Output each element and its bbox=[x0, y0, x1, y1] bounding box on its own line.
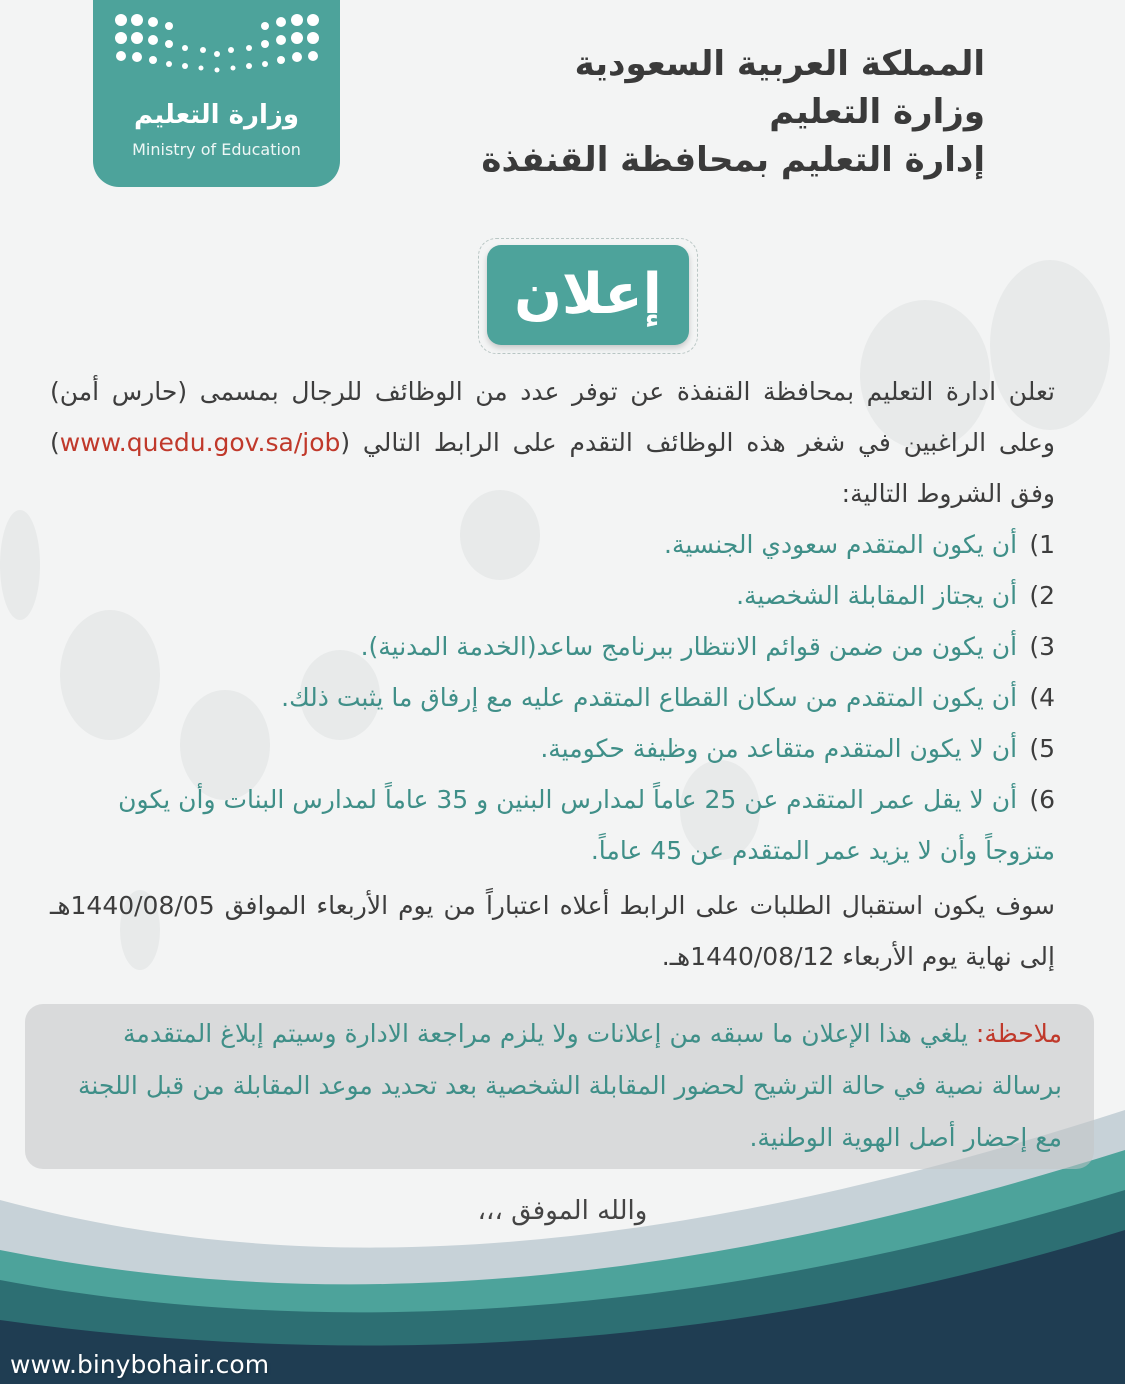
header-department: إدارة التعليم بمحافظة القنفذة bbox=[481, 140, 985, 180]
intro-text-before: تعلن ادارة التعليم بمحافظة القنفذة عن توفر عدد من الوظائف للرجال بمسمى (حارس أمن) وعلى الراغبين في شغر هذه الوظائف التقدم على الرابط التالي ( bbox=[50, 377, 1055, 457]
list-item bbox=[50, 519, 1055, 570]
conditions-list bbox=[50, 519, 1055, 876]
note-box bbox=[25, 1004, 1094, 1169]
item-text: أن يجتاز المقابلة الشخصية. bbox=[736, 581, 1018, 610]
intro-paragraph bbox=[50, 366, 1055, 519]
job-link[interactable]: www.quedu.gov.sa/job bbox=[59, 428, 341, 457]
header bbox=[425, 40, 985, 184]
list-item bbox=[50, 774, 1055, 876]
list-item bbox=[50, 723, 1055, 774]
item-text: أن يكون من ضمن قوائم الانتظار ببرنامج ساعد(الخدمة المدنية). bbox=[360, 632, 1018, 661]
item-number: 5) bbox=[1029, 734, 1055, 763]
intro-text-after: ) وفق الشروط التالية: bbox=[50, 428, 1055, 508]
logo-english-text: Ministry of Education bbox=[132, 140, 301, 159]
note-label: ملاحظة: bbox=[975, 1019, 1062, 1048]
header-ministry: وزارة التعليم bbox=[769, 92, 985, 132]
item-number: 6) bbox=[1029, 785, 1055, 814]
note-text: يلغي هذا الإعلان ما سبقه من إعلانات ولا يلزم مراجعة الادارة وسيتم إبلاغ المتقدمة برسالة نصية في حالة الترشيح لحضور المقابلة الشخصية بعد تحديد موعد المقابلة من قبل اللجنة مع إحضار أصل الهوية الوطنية. bbox=[77, 1019, 1062, 1152]
list-item bbox=[50, 570, 1055, 621]
closing-paragraph: سوف يكون استقبال الطلبات على الرابط أعلاه اعتباراً من يوم الأربعاء الموافق 1440/08/05هـ إلى نهاية يوم الأربعاء 1440/08/12هـ. bbox=[50, 891, 1055, 971]
logo-dots-icon bbox=[107, 10, 327, 80]
ministry-logo bbox=[93, 0, 340, 187]
logo-arabic-text: وزارة التعليم bbox=[134, 100, 299, 130]
item-text: أن لا يكون المتقدم متقاعد من وظيفة حكومية. bbox=[540, 734, 1018, 763]
list-item bbox=[50, 672, 1055, 723]
item-number: 4) bbox=[1029, 683, 1055, 712]
header-country: المملكة العربية السعودية bbox=[574, 44, 985, 84]
watermark: www.binybohair.com bbox=[10, 1350, 270, 1379]
page-title: إعلان bbox=[487, 245, 689, 345]
item-number: 3) bbox=[1029, 632, 1055, 661]
item-number: 1) bbox=[1029, 530, 1055, 559]
item-text: أن يكون المتقدم من سكان القطاع المتقدم عليه مع إرفاق ما يثبت ذلك. bbox=[281, 683, 1018, 712]
title-frame bbox=[478, 238, 698, 354]
signoff: والله الموفق ،،، bbox=[477, 1196, 648, 1226]
item-text: أن لا يقل عمر المتقدم عن 25 عاماً لمدارس البنين و 35 عاماً لمدارس البنات وأن يكون متزوجاً وأن لا يزيد عمر المتقدم عن 45 عاماً. bbox=[118, 785, 1055, 865]
announcement-body bbox=[50, 366, 1055, 982]
list-item bbox=[50, 621, 1055, 672]
item-number: 2) bbox=[1029, 581, 1055, 610]
item-text: أن يكون المتقدم سعودي الجنسية. bbox=[664, 530, 1018, 559]
